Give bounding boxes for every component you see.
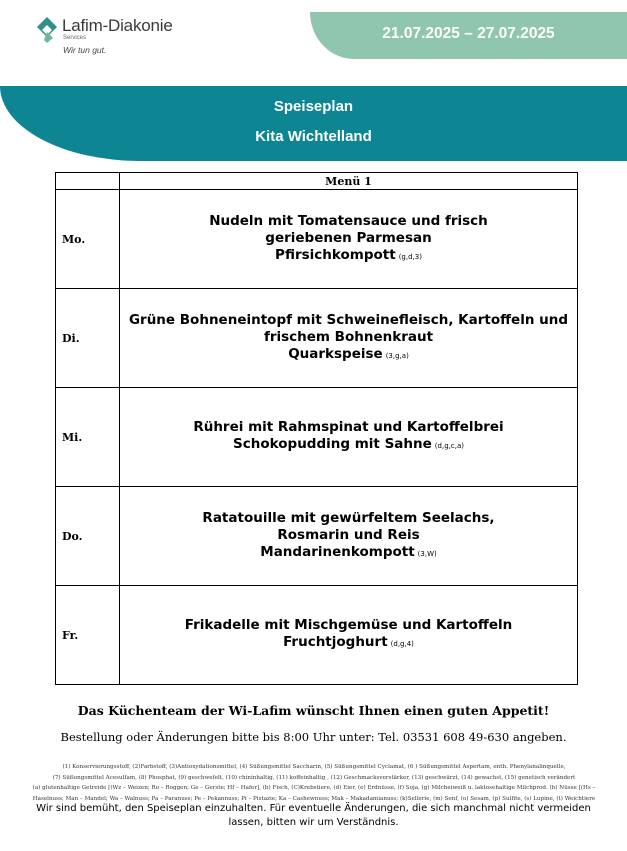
dish-line — [120, 312, 577, 329]
day-label: Mi. — [56, 388, 120, 487]
dish-cell — [120, 190, 578, 289]
dish-cell — [120, 388, 578, 487]
menu-table — [55, 172, 578, 685]
menu-row — [56, 289, 578, 388]
dish-cell — [120, 586, 578, 685]
day-label: Do. — [56, 487, 120, 586]
dish-text: Schokopudding mit Sahne — [233, 436, 432, 452]
change-notice: Wir sind bemüht, den Speiseplan einzuhalten. Für eventuelle Änderungen, die sich manchmal nicht vermeiden lassen, bitten wir um Verständnis. — [36, 803, 591, 828]
dish-line — [120, 634, 577, 653]
date-banner — [310, 12, 627, 59]
dish-line — [120, 527, 577, 544]
lafim-logo-icon — [36, 16, 58, 44]
appetite-wish: Das Küchenteam der Wi-Lafim wünscht Ihnen einen guten Appetit! — [77, 703, 550, 718]
dish-text: Quarkspeise — [288, 345, 383, 362]
page-title: Speiseplan — [273, 98, 354, 115]
dish-line — [120, 510, 577, 527]
dish-text: frischem Bohnenkraut — [263, 328, 434, 345]
logo-sub: Services — [63, 35, 87, 41]
dish-line — [120, 419, 577, 436]
dish-line — [120, 544, 577, 563]
dish-line — [120, 346, 577, 365]
additives-legend — [22, 762, 606, 804]
dish-text: Grüne Bohneneintopf mit Schweinefleisch, Kartoffeln und — [128, 311, 569, 328]
legend-line: Haselnuss; Man – Mandel; Wa – Walnuss; Pa – Paranuss; Pe – Pekannuss; Pi – Pistazie; Ka – Cashewnuss; Mak – Makadamianuss; (k)Sellerie, (m) Senf, (o) Sesam, (p) Sulfite, (s) Lupine, (t) Weichtiere — [32, 795, 596, 802]
dish-text: Frikadelle mit Mischgemüse und Kartoffeln — [184, 617, 513, 633]
order-info: Bestellung oder Änderungen bitte bis 8:00 Uhr unter: Tel. 03531 608 49-630 angeben. — [60, 730, 567, 744]
lafim-diakonie-logo — [36, 14, 206, 60]
legend-line: (a) glutenhaltige Getreide [(Wz – Weizen; Ro – Roggen; Ge – Gerste; Hf – Hafer], (b) Fisch, (C)Krebstiere, (d) Eier, (e) Erdnüsse, (f) Soja, (g) Milcheiweiß u. laktosehaltige Milchprod. (h) Nüsse [(Hs – — [32, 785, 596, 791]
dish-line — [120, 213, 577, 230]
menu-row — [56, 388, 578, 487]
dish-line — [120, 436, 577, 455]
logo-slogan: Wir tun gut. — [63, 45, 107, 55]
legend-line: (1) Konservierungsstoff, (2)Farbstoff, (3)Antioxydationsmittel, (4) Süßungsmittel Saccharin, (5) Süßungsmittel Cyclamat, (6 ) Süßungsmittel Aspertam, enth. Phenylanalinquelle, — [62, 764, 566, 770]
dish-line — [120, 247, 577, 266]
date-range: 21.07.2025 – 27.07.2025 — [382, 25, 555, 42]
menu-column-header: Menü 1 — [120, 173, 578, 190]
logo-name: Lafim-Diakonie — [62, 16, 173, 35]
menu-header-row — [56, 173, 578, 190]
dish-text: Fruchtjoghurt — [283, 634, 388, 650]
day-label: Fr. — [56, 586, 120, 685]
day-label: Di. — [56, 289, 120, 388]
dish-line — [120, 329, 577, 346]
dish-text: Rührei mit Rahmspinat und Kartoffelbrei — [193, 419, 504, 435]
allergen-tag: (3,g,a) — [385, 351, 409, 360]
allergen-tag: (d,g,c,a) — [434, 442, 464, 450]
dish-line — [120, 230, 577, 247]
dish-cell — [120, 487, 578, 586]
dish-text: geriebenen Parmesan — [265, 229, 432, 246]
allergen-tag: (g,d,3) — [398, 252, 422, 261]
menu-row — [56, 586, 578, 685]
dish-text: Ratatouille mit gewürfeltem Seelachs, — [202, 509, 495, 526]
dish-line — [120, 617, 577, 634]
title-banner — [0, 86, 627, 161]
header-day-cell — [56, 173, 120, 190]
dish-text: Nudeln mit Tomatensauce und frisch — [209, 212, 488, 229]
allergen-tag: (d,g,4) — [390, 640, 414, 648]
dish-cell — [120, 289, 578, 388]
page-subtitle: Kita Wichtelland — [255, 128, 372, 145]
menu-row — [56, 487, 578, 586]
menu-row — [56, 190, 578, 289]
menu-body — [56, 190, 578, 685]
legend-line: (7) Süßungsmittel Acesulfam, (8) Phosphat, (9) geschwefelt, (10) chininhaltig, (11) koffeinhaltig , (12) Geschmacksverstärker, (13) geschwärzt, (14) gewachst, (15) genetisch verändert — [52, 774, 576, 781]
day-label: Mo. — [56, 190, 120, 289]
dish-text: Pfirsichkompott — [275, 246, 396, 263]
dish-text: Rosmarin und Reis — [277, 526, 420, 543]
dish-text: Mandarinenkompott — [260, 543, 415, 560]
allergen-tag: (3,W) — [417, 549, 437, 558]
